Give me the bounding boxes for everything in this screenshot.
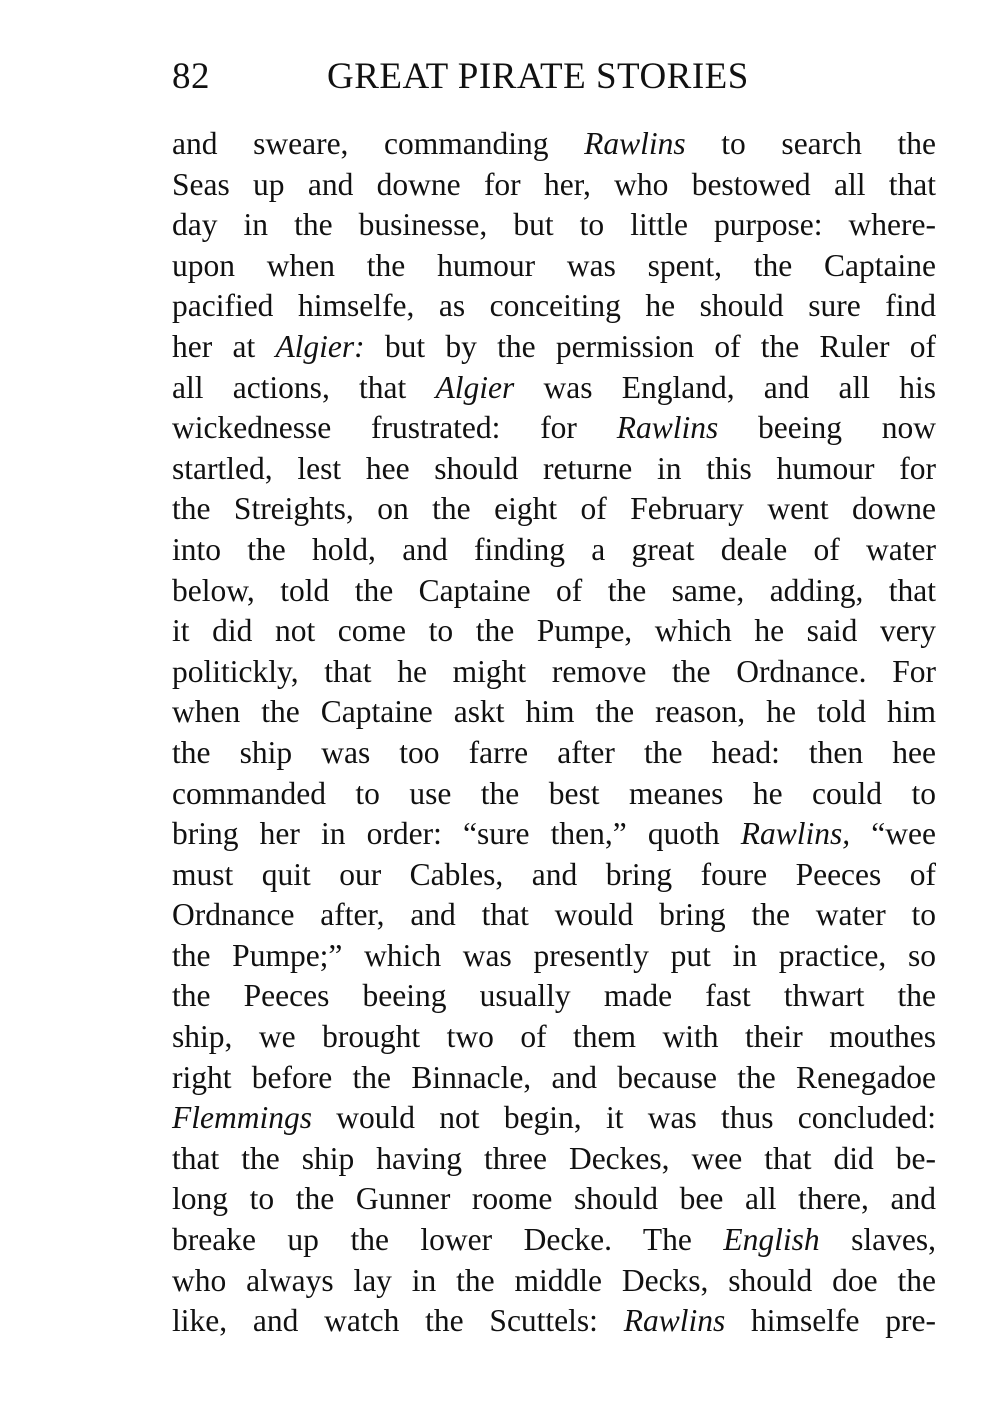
- text-segment: all actions, that: [172, 369, 436, 405]
- text-line: [172, 895, 936, 936]
- text-segment: when the Captaine askt him the reason, he told him: [172, 694, 936, 730]
- text-segment: bring her in order: “sure then,” quoth: [172, 816, 741, 852]
- text-line: [172, 1098, 936, 1139]
- text-segment: who always lay in the middle Decks, should doe the: [172, 1262, 936, 1298]
- italic-text: English: [723, 1222, 820, 1258]
- italic-text: Algier:: [275, 328, 365, 364]
- text-line: [172, 1058, 936, 1099]
- body-text: [172, 124, 936, 1342]
- page-number: 82: [172, 56, 210, 97]
- text-segment: to search the: [685, 126, 936, 161]
- text-line: [172, 408, 936, 449]
- text-segment: upon when the humour was spent, the Captaine: [172, 247, 936, 283]
- text-segment: wickednesse frustrated: for: [172, 410, 617, 446]
- text-segment: Seas up and downe for her, who bestowed all that: [172, 166, 936, 202]
- text-line: [172, 1261, 936, 1302]
- text-line: [172, 489, 936, 530]
- text-segment: would not begin, it was thus concluded:: [311, 1100, 936, 1136]
- text-line: [172, 124, 936, 165]
- text-segment: commanded to use the best meanes he could to: [172, 775, 936, 811]
- text-segment: startled, lest hee should returne in this humour for: [172, 450, 936, 486]
- text-segment: himselfe pre-: [725, 1303, 936, 1339]
- text-line: [172, 936, 936, 977]
- text-line: [172, 652, 936, 693]
- running-title: GREAT PIRATE STORIES: [327, 56, 749, 97]
- text-line: [172, 368, 936, 409]
- text-line: [172, 1220, 936, 1261]
- text-line: [172, 733, 936, 774]
- text-segment: breake up the lower Decke. The: [172, 1222, 724, 1258]
- text-segment: “wee: [850, 816, 936, 852]
- text-line: [172, 1179, 936, 1220]
- italic-text: Algier: [435, 369, 515, 405]
- text-line: [172, 774, 936, 815]
- italic-text: Rawlins: [623, 1303, 726, 1339]
- text-line: [172, 1139, 936, 1180]
- text-segment: the Pumpe;” which was presently put in practice, so: [172, 937, 936, 973]
- text-segment: the Peeces beeing usually made fast thwart the: [172, 978, 936, 1014]
- italic-text: Rawlins,: [740, 816, 851, 852]
- text-segment: her at: [172, 328, 276, 364]
- text-line: [172, 976, 936, 1017]
- text-segment: long to the Gunner roome should bee all there, and: [172, 1181, 936, 1217]
- italic-text: Rawlins: [616, 410, 719, 446]
- text-line: [172, 205, 936, 246]
- text-line: [172, 611, 936, 652]
- text-segment: that the ship having three Deckes, wee that did be-: [172, 1140, 936, 1176]
- text-segment: Ordnance after, and that would bring the water to: [172, 897, 936, 933]
- text-segment: slaves,: [819, 1222, 936, 1258]
- text-line: [172, 286, 936, 327]
- text-line: [172, 246, 936, 287]
- text-line: [172, 449, 936, 490]
- text-line: [172, 327, 936, 368]
- text-segment: pacified himselfe, as conceiting he should sure find: [172, 288, 936, 324]
- text-line: [172, 814, 936, 855]
- text-segment: but by the permission of the Ruler of: [364, 328, 936, 364]
- text-segment: the ship was too farre after the head: then hee: [172, 734, 936, 770]
- text-segment: day in the businesse, but to little purpose: where-: [172, 207, 936, 243]
- text-line: [172, 855, 936, 896]
- text-segment: like, and watch the Scuttels:: [172, 1303, 624, 1339]
- text-segment: and sweare, commanding: [172, 126, 585, 161]
- italic-text: Rawlins: [584, 126, 686, 161]
- text-segment: below, told the Captaine of the same, adding, that: [172, 572, 936, 608]
- text-segment: the Streights, on the eight of February went downe: [172, 491, 936, 527]
- text-line: [172, 571, 936, 612]
- text-line: [172, 1017, 936, 1058]
- text-segment: beeing now: [718, 410, 936, 446]
- text-segment: it did not come to the Pumpe, which he said very: [172, 613, 936, 649]
- text-segment: politickly, that he might remove the Ordnance. For: [172, 653, 936, 689]
- text-segment: must quit our Cables, and bring foure Peeces of: [172, 856, 936, 892]
- text-line: [172, 692, 936, 733]
- text-segment: right before the Binnacle, and because the Renegadoe: [172, 1059, 936, 1095]
- running-head: [172, 52, 792, 102]
- text-segment: into the hold, and finding a great deale of water: [172, 531, 936, 567]
- text-line: [172, 530, 936, 571]
- text-line: [172, 165, 936, 206]
- text-line: [172, 1301, 936, 1342]
- text-segment: was England, and all his: [514, 369, 936, 405]
- text-segment: ship, we brought two of them with their mouthes: [172, 1019, 936, 1055]
- italic-text: Flemmings: [172, 1100, 312, 1136]
